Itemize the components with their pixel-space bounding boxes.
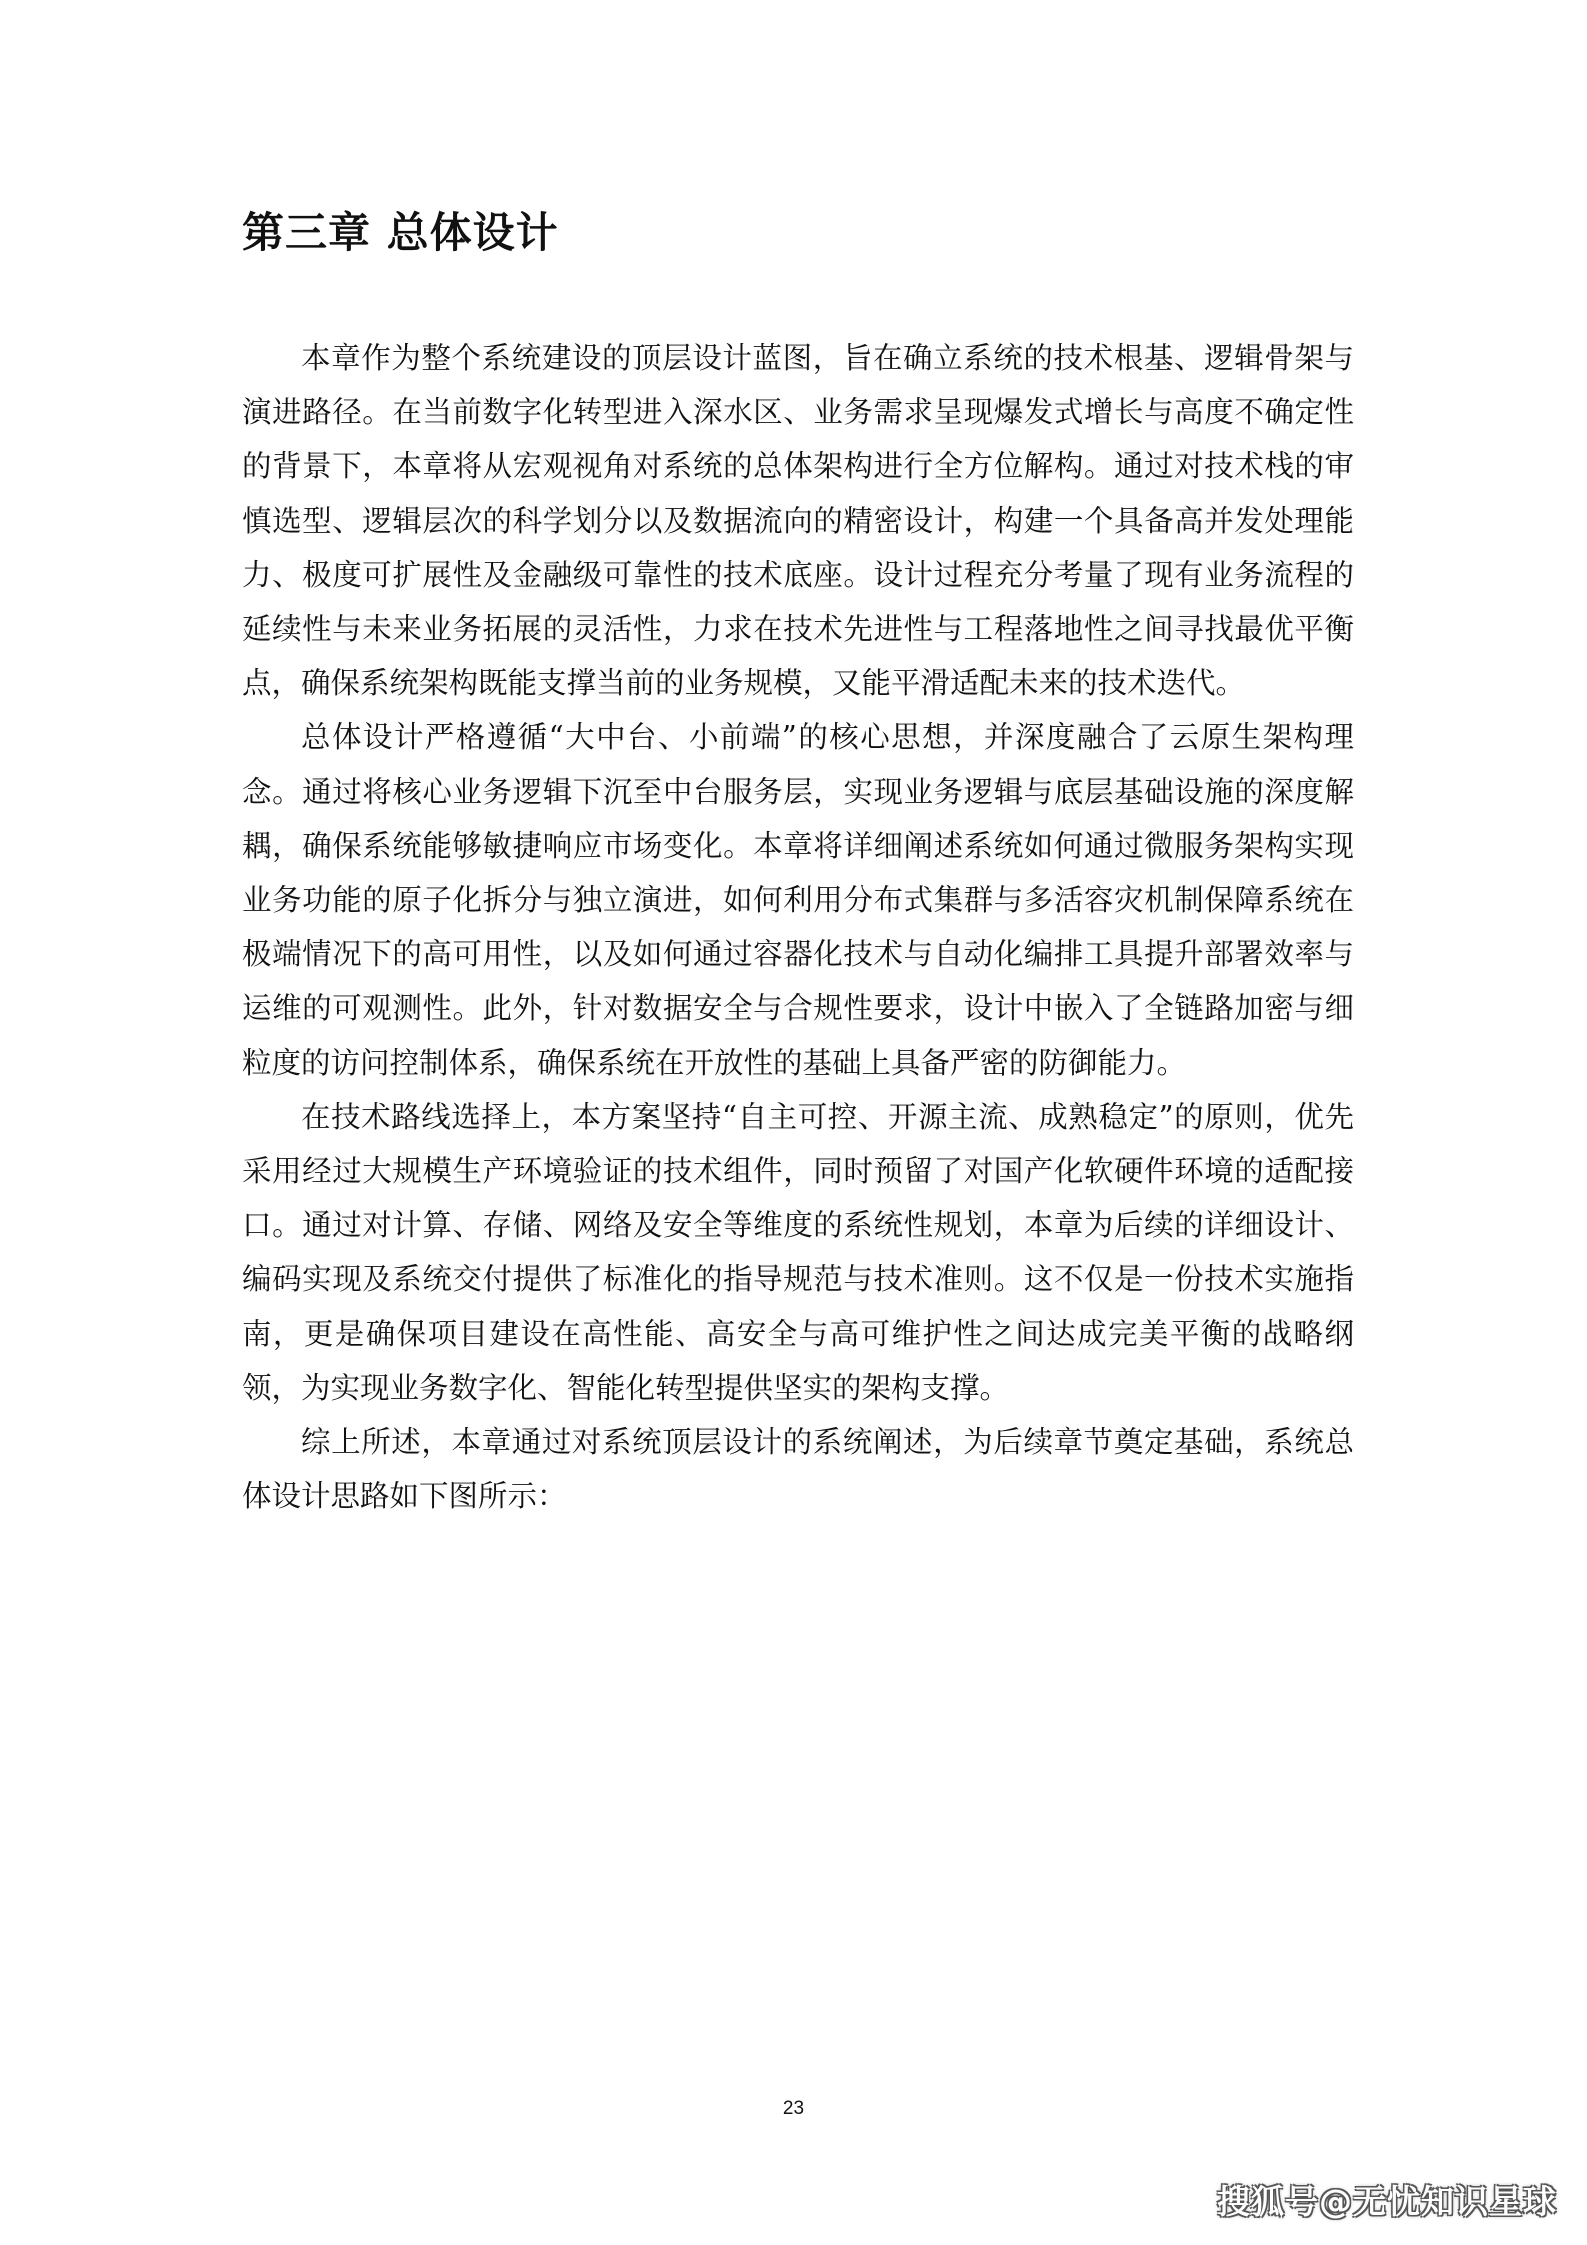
chapter-title: 第三章 总体设计 xyxy=(242,208,559,257)
page-number: 23 xyxy=(782,2098,805,2119)
paragraph-technology-route: 在技术路线选择上，本方案坚持“自主可控、开源主流、成熟稳定”的原则，优先采用经过大规模生产环境验证的技术组件，同时预留了对国产化软硬件环境的适配接口。通过对计算、存储、网络及安全等维度的系统性规划，本章为后续的详细设计、编码实现及系统交付提供了标准化的指导规范与技术准则。这不仅是一份技术实施指南，更是确保项目建设在高性能、高安全与高可维护性之间达成完美平衡的战略纲领，为实现业务数字化、智能化转型提供坚实的架构支撑。 xyxy=(242,1099,1354,1405)
paragraph-summary: 综上所述，本章通过对系统顶层设计的系统阐述，为后续章节奠定基础，系统总体设计思路如下图所示： xyxy=(242,1425,1354,1514)
body-text xyxy=(242,331,1354,1523)
paragraph-architecture: 总体设计严格遵循“大中台、小前端”的核心思想，并深度融合了云原生架构理念。通过将核心业务逻辑下沉至中台服务层，实现业务逻辑与底层基础设施的深度解耦，确保系统能够敏捷响应市场变化。本章将详细阐述系统如何通过微服务架构实现业务功能的原子化拆分与独立演进，如何利用分布式集群与多活容灾机制保障系统在极端情况下的高可用性，以及如何通过容器化技术与自动化编排工具提升部署效率与运维的可观测性。此外，针对数据安全与合规性要求，设计中嵌入了全链路加密与细粒度的访问控制体系，确保系统在开放性的基础上具备严密的防御能力。 xyxy=(242,720,1354,1080)
watermark: 搜狐号@无忧知识星球 xyxy=(1217,2182,1557,2221)
paragraph-intro: 本章作为整个系统建设的顶层设计蓝图，旨在确立系统的技术根基、逻辑骨架与演进路径。在当前数字化转型进入深水区、业务需求呈现爆发式增长与高度不确定性的背景下，本章将从宏观视角对系统的总体架构进行全方位解构。通过对技术栈的审慎选型、逻辑层次的科学划分以及数据流向的精密设计，构建一个具备高并发处理能力、极度可扩展性及金融级可靠性的技术底座。设计过程充分考量了现有业务流程的延续性与未来业务拓展的灵活性，力求在技术先进性与工程落地性之间寻找最优平衡点，确保系统架构既能支撑当前的业务规模，又能平滑适配未来的技术迭代。 xyxy=(242,341,1354,701)
